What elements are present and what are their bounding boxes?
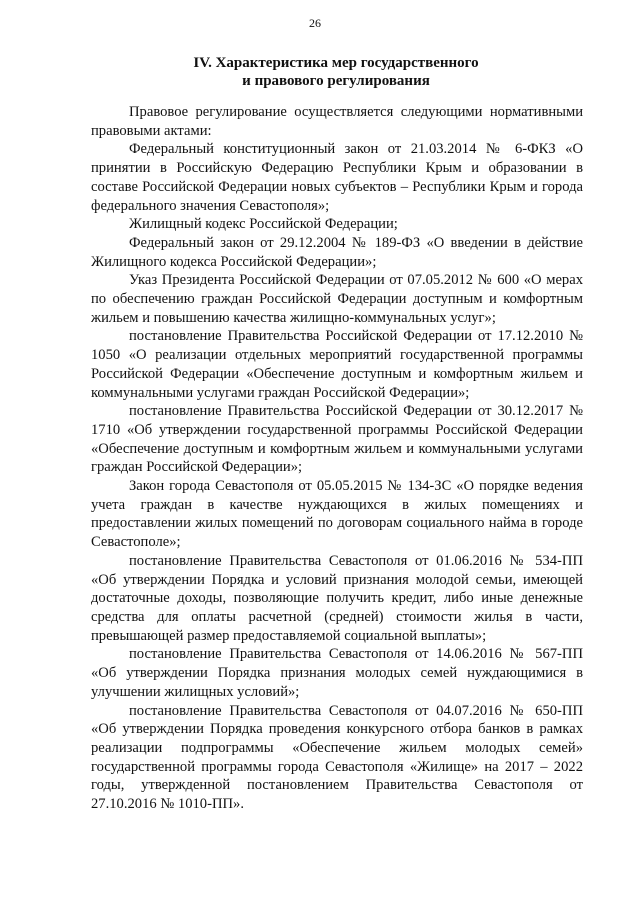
paragraph-resolution-1710: постановление Правительства Российской Федерации от 30.12.2017 № 1710 «Об утверждении государственной программы Российской Федерации «Обеспечение доступным и комфортным жильем и коммунальными услугами граждан Российской Федерации»; bbox=[91, 403, 583, 476]
paragraph-intro: Правовое регулирование осуществляется следующими нормативными правовыми актами: bbox=[91, 104, 583, 139]
paragraph-decree-600: Указ Президента Российской Федерации от 07.05.2012 № 600 «О мерах по обеспечению граждан Российской Федерации доступным и комфортным жильем и повышению качества жилищно-коммунальных услуг»; bbox=[91, 272, 583, 326]
paragraph-resolution-534-pp: постановление Правительства Севастополя от 01.06.2016 № 534-ПП «Об утверждении Порядка и условий признания молодой семьи, имеющей достаточные доходы, позволяющие получить кредит, либо иные денежные средства для оплаты расчетной (средней) стоимости жилья в части, превышающей размер предоставляемой социальной выплаты»; bbox=[91, 552, 583, 644]
paragraph-housing-code: Жилищный кодекс Российской Федерации; bbox=[129, 216, 398, 233]
paragraph-law-134-zs: Закон города Севастополя от 05.05.2015 № 134-ЗС «О порядке ведения учета граждан в качестве нуждающихся в жилых помещениях и предоставлении жилых помещений по договорам социального найма в городе Севастополе»; bbox=[91, 478, 583, 551]
paragraph-resolution-650-pp: постановление Правительства Севастополя от 04.07.2016 № 650-ПП «Об утверждении Порядка проведения конкурсного отбора банков в рамках реализации подпрограммы «Обеспечение жильем молодых семей» государственной программы города Севастополя «Жилище» на 2017 – 2022 годы, утвержденной постановлением Правительства Севастополя от 27.10.2016 № 1010-ПП». bbox=[91, 702, 583, 813]
document-body bbox=[91, 103, 583, 814]
paragraph-law-6-fkz: Федеральный конституционный закон от 21.03.2014 № 6-ФКЗ «О принятии в Российскую Федерацию Республики Крым и образовании в составе Российской Федерации новых субъектов – Республики Крым и города федерального значения Севастополя»; bbox=[91, 141, 583, 214]
paragraph-resolution-567-pp: постановление Правительства Севастополя от 14.06.2016 № 567-ПП «Об утверждении Порядка признания молодых семей нуждающимися в улучшении жилищных условий»; bbox=[91, 646, 583, 700]
paragraph-law-189-fz: Федеральный закон от 29.12.2004 № 189-ФЗ «О введении в действие Жилищного кодекса Российской Федерации»; bbox=[91, 234, 583, 270]
page-number: 26 bbox=[309, 16, 321, 30]
section-heading bbox=[90, 54, 582, 90]
section-heading-line-2: и правового регулирования bbox=[242, 73, 430, 89]
paragraph-resolution-1050: постановление Правительства Российской Федерации от 17.12.2010 № 1050 «О реализации отдельных мероприятий государственной программы Российской Федерации «Обеспечение доступным и комфортным жильем и коммунальными услугами граждан Российской Федерации»; bbox=[91, 328, 583, 401]
section-heading-line-1: IV. Характеристика мер государственного bbox=[193, 55, 479, 71]
